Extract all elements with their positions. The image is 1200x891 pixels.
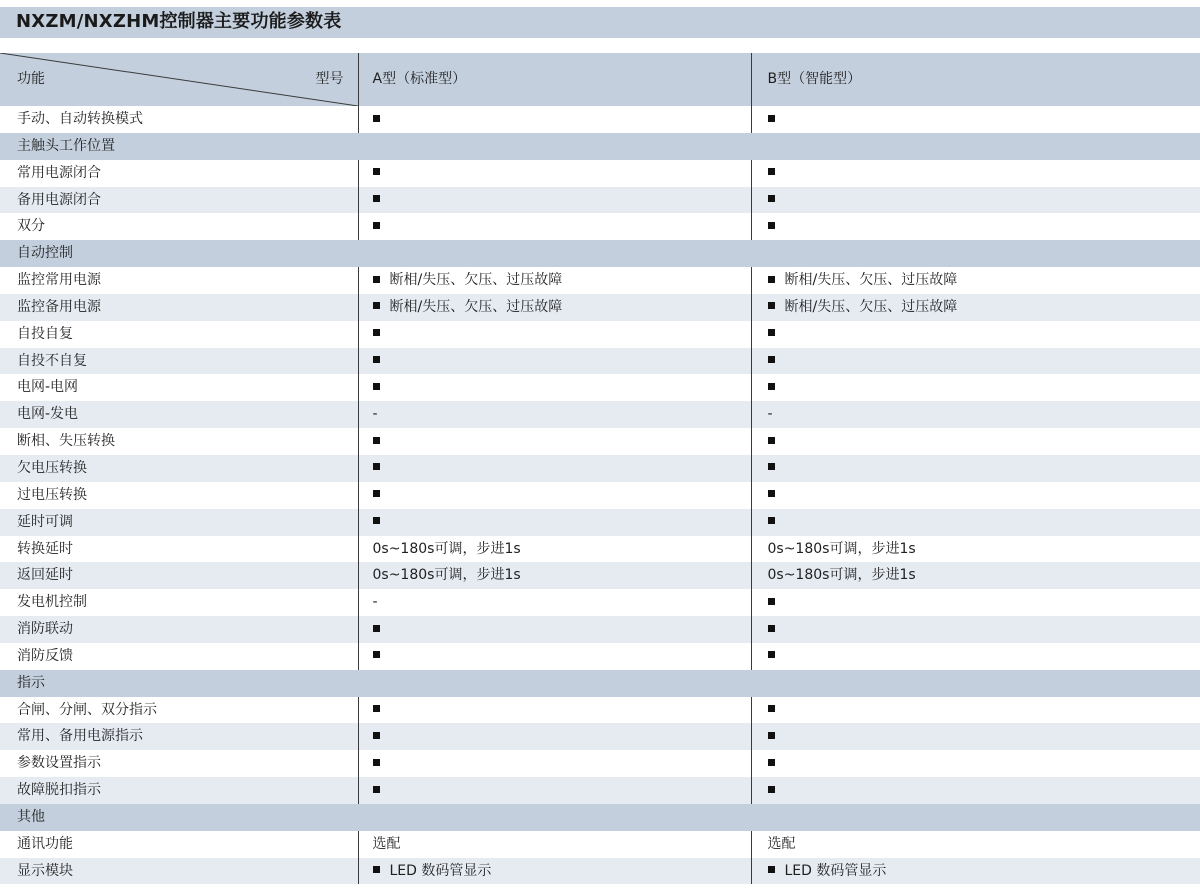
model-a-cell (358, 321, 751, 348)
square-bullet-icon (768, 115, 775, 122)
model-b-cell (751, 482, 1200, 509)
cell-text: 0s~180s可调，步进1s (767, 567, 916, 584)
cell-text: 选配 (767, 835, 796, 852)
table-row (0, 267, 1200, 294)
table-row (0, 187, 1200, 214)
model-a-cell (358, 562, 751, 589)
model-a-cell (358, 536, 751, 563)
table-body (0, 106, 1200, 884)
cell-text: LED 数码管显示 (389, 862, 492, 879)
feature-cell: 手动、自动转换模式 (0, 106, 358, 133)
square-bullet-icon (373, 866, 380, 873)
model-a-cell (358, 723, 751, 750)
square-bullet-icon (768, 598, 775, 605)
section-row (0, 804, 1200, 831)
table-row (0, 562, 1200, 589)
model-b-cell (751, 321, 1200, 348)
model-a-cell (358, 643, 751, 670)
table-row (0, 536, 1200, 563)
cell-text: 0s~180s可调，步进1s (372, 567, 521, 584)
cell-text: LED 数码管显示 (784, 862, 887, 879)
square-bullet-icon (768, 356, 775, 363)
square-bullet-icon (768, 705, 775, 712)
cell-text: 断相/失压、欠压、过压故障 (784, 298, 958, 315)
model-a-cell (358, 106, 751, 133)
square-bullet-icon (373, 195, 380, 202)
square-bullet-icon (373, 759, 380, 766)
square-bullet-icon (768, 222, 775, 229)
cell-text: 断相/失压、欠压、过压故障 (784, 272, 958, 289)
model-b-cell (751, 643, 1200, 670)
square-bullet-icon (768, 195, 775, 202)
feature-cell: 消防反馈 (0, 643, 358, 670)
header-model-label: 型号 (315, 71, 344, 87)
section-label: 指示 (0, 670, 1200, 697)
square-bullet-icon (373, 786, 380, 793)
square-bullet-icon (768, 329, 775, 336)
model-b-cell (751, 294, 1200, 321)
model-b-cell (751, 831, 1200, 858)
table-row (0, 401, 1200, 428)
square-bullet-icon (768, 276, 775, 283)
square-bullet-icon (373, 705, 380, 712)
square-bullet-icon (373, 463, 380, 470)
square-bullet-icon (373, 115, 380, 122)
square-bullet-icon (768, 625, 775, 632)
table-row (0, 723, 1200, 750)
model-b-cell (751, 160, 1200, 187)
square-bullet-icon (768, 463, 775, 470)
header-feature-label: 功能 (17, 71, 45, 87)
section-row (0, 133, 1200, 160)
model-a-cell (358, 750, 751, 777)
model-b-cell (751, 374, 1200, 401)
cell-text: 0s~180s可调，步进1s (372, 540, 521, 557)
table-row (0, 374, 1200, 401)
model-a-cell (358, 831, 751, 858)
model-a-cell (358, 428, 751, 455)
feature-cell: 备用电源闭合 (0, 187, 358, 214)
model-a-cell (358, 213, 751, 240)
table-row (0, 348, 1200, 375)
model-b-cell (751, 509, 1200, 536)
feature-cell: 参数设置指示 (0, 750, 358, 777)
square-bullet-icon (373, 383, 380, 390)
cell-text: 0s~180s可调，步进1s (767, 540, 916, 557)
model-b-cell (751, 348, 1200, 375)
square-bullet-icon (768, 759, 775, 766)
table-row (0, 616, 1200, 643)
square-bullet-icon (768, 732, 775, 739)
table-row (0, 750, 1200, 777)
table-row (0, 160, 1200, 187)
model-b-cell (751, 616, 1200, 643)
table-row (0, 831, 1200, 858)
feature-cell: 欠电压转换 (0, 455, 358, 482)
model-b-cell (751, 455, 1200, 482)
feature-cell: 合闸、分闸、双分指示 (0, 697, 358, 724)
feature-cell: 发电机控制 (0, 589, 358, 616)
square-bullet-icon (768, 437, 775, 444)
feature-cell: 通讯功能 (0, 831, 358, 858)
square-bullet-icon (373, 437, 380, 444)
square-bullet-icon (768, 786, 775, 793)
model-b-cell (751, 536, 1200, 563)
table-row (0, 428, 1200, 455)
header-diagonal-cell (0, 53, 358, 106)
square-bullet-icon (768, 168, 775, 175)
cell-text: - (372, 406, 378, 423)
model-b-cell (751, 697, 1200, 724)
section-row (0, 670, 1200, 697)
model-b-cell (751, 589, 1200, 616)
square-bullet-icon (373, 302, 380, 309)
section-label: 自动控制 (0, 240, 1200, 267)
table-row (0, 697, 1200, 724)
page-title: NXZM/NXZHM控制器主要功能参数表 (16, 11, 342, 32)
feature-cell: 延时可调 (0, 509, 358, 536)
feature-cell: 双分 (0, 213, 358, 240)
feature-cell: 常用、备用电源指示 (0, 723, 358, 750)
model-a-cell (358, 858, 751, 885)
feature-cell: 消防联动 (0, 616, 358, 643)
title-bar (0, 7, 1200, 38)
table-row (0, 213, 1200, 240)
model-b-cell (751, 858, 1200, 885)
model-a-cell (358, 294, 751, 321)
feature-cell: 自投自复 (0, 321, 358, 348)
feature-cell: 过电压转换 (0, 482, 358, 509)
model-b-cell (751, 106, 1200, 133)
model-b-cell (751, 723, 1200, 750)
model-a-cell (358, 348, 751, 375)
model-a-cell (358, 589, 751, 616)
square-bullet-icon (768, 490, 775, 497)
cell-text: - (767, 406, 773, 423)
cell-text: - (372, 594, 378, 611)
model-b-cell (751, 213, 1200, 240)
feature-cell: 转换延时 (0, 536, 358, 563)
square-bullet-icon (373, 168, 380, 175)
section-label: 主触头工作位置 (0, 133, 1200, 160)
square-bullet-icon (768, 866, 775, 873)
square-bullet-icon (373, 329, 380, 336)
model-b-cell (751, 562, 1200, 589)
square-bullet-icon (768, 517, 775, 524)
model-b-cell (751, 750, 1200, 777)
model-b-cell (751, 267, 1200, 294)
table-row (0, 858, 1200, 885)
feature-cell: 断相、失压转换 (0, 428, 358, 455)
model-b-cell (751, 401, 1200, 428)
square-bullet-icon (373, 222, 380, 229)
section-label: 其他 (0, 804, 1200, 831)
table-row (0, 106, 1200, 133)
feature-cell: 故障脱扣指示 (0, 777, 358, 804)
feature-cell: 显示模块 (0, 858, 358, 885)
model-a-cell (358, 697, 751, 724)
cell-text: 断相/失压、欠压、过压故障 (389, 298, 563, 315)
square-bullet-icon (768, 383, 775, 390)
square-bullet-icon (373, 276, 380, 283)
table-row (0, 589, 1200, 616)
model-a-cell (358, 160, 751, 187)
model-a-cell (358, 509, 751, 536)
square-bullet-icon (373, 732, 380, 739)
section-row (0, 240, 1200, 267)
model-a-cell (358, 401, 751, 428)
square-bullet-icon (373, 517, 380, 524)
feature-cell: 自投不自复 (0, 348, 358, 375)
feature-cell: 返回延时 (0, 562, 358, 589)
table-row (0, 455, 1200, 482)
table-row (0, 294, 1200, 321)
square-bullet-icon (373, 356, 380, 363)
square-bullet-icon (373, 490, 380, 497)
table-header-row (0, 53, 1200, 106)
model-a-cell (358, 267, 751, 294)
cell-text: 选配 (372, 835, 401, 852)
header-model-a: A型（标准型） (358, 53, 751, 106)
feature-cell: 监控常用电源 (0, 267, 358, 294)
table-row (0, 643, 1200, 670)
feature-cell: 常用电源闭合 (0, 160, 358, 187)
model-a-cell (358, 616, 751, 643)
model-b-cell (751, 187, 1200, 214)
table-row (0, 482, 1200, 509)
cell-text: 断相/失压、欠压、过压故障 (389, 272, 563, 289)
square-bullet-icon (373, 625, 380, 632)
model-a-cell (358, 187, 751, 214)
feature-cell: 电网-电网 (0, 374, 358, 401)
model-a-cell (358, 455, 751, 482)
header-model-b: B型（智能型） (751, 53, 1200, 106)
model-a-cell (358, 374, 751, 401)
model-b-cell (751, 777, 1200, 804)
model-a-cell (358, 777, 751, 804)
table-row (0, 321, 1200, 348)
feature-cell: 电网-发电 (0, 401, 358, 428)
model-a-cell (358, 482, 751, 509)
model-b-cell (751, 428, 1200, 455)
diagonal-line-icon (0, 53, 358, 106)
square-bullet-icon (373, 651, 380, 658)
table-row (0, 509, 1200, 536)
square-bullet-icon (768, 302, 775, 309)
feature-cell: 监控备用电源 (0, 294, 358, 321)
function-parameter-table (0, 53, 1200, 884)
table-row (0, 777, 1200, 804)
square-bullet-icon (768, 651, 775, 658)
